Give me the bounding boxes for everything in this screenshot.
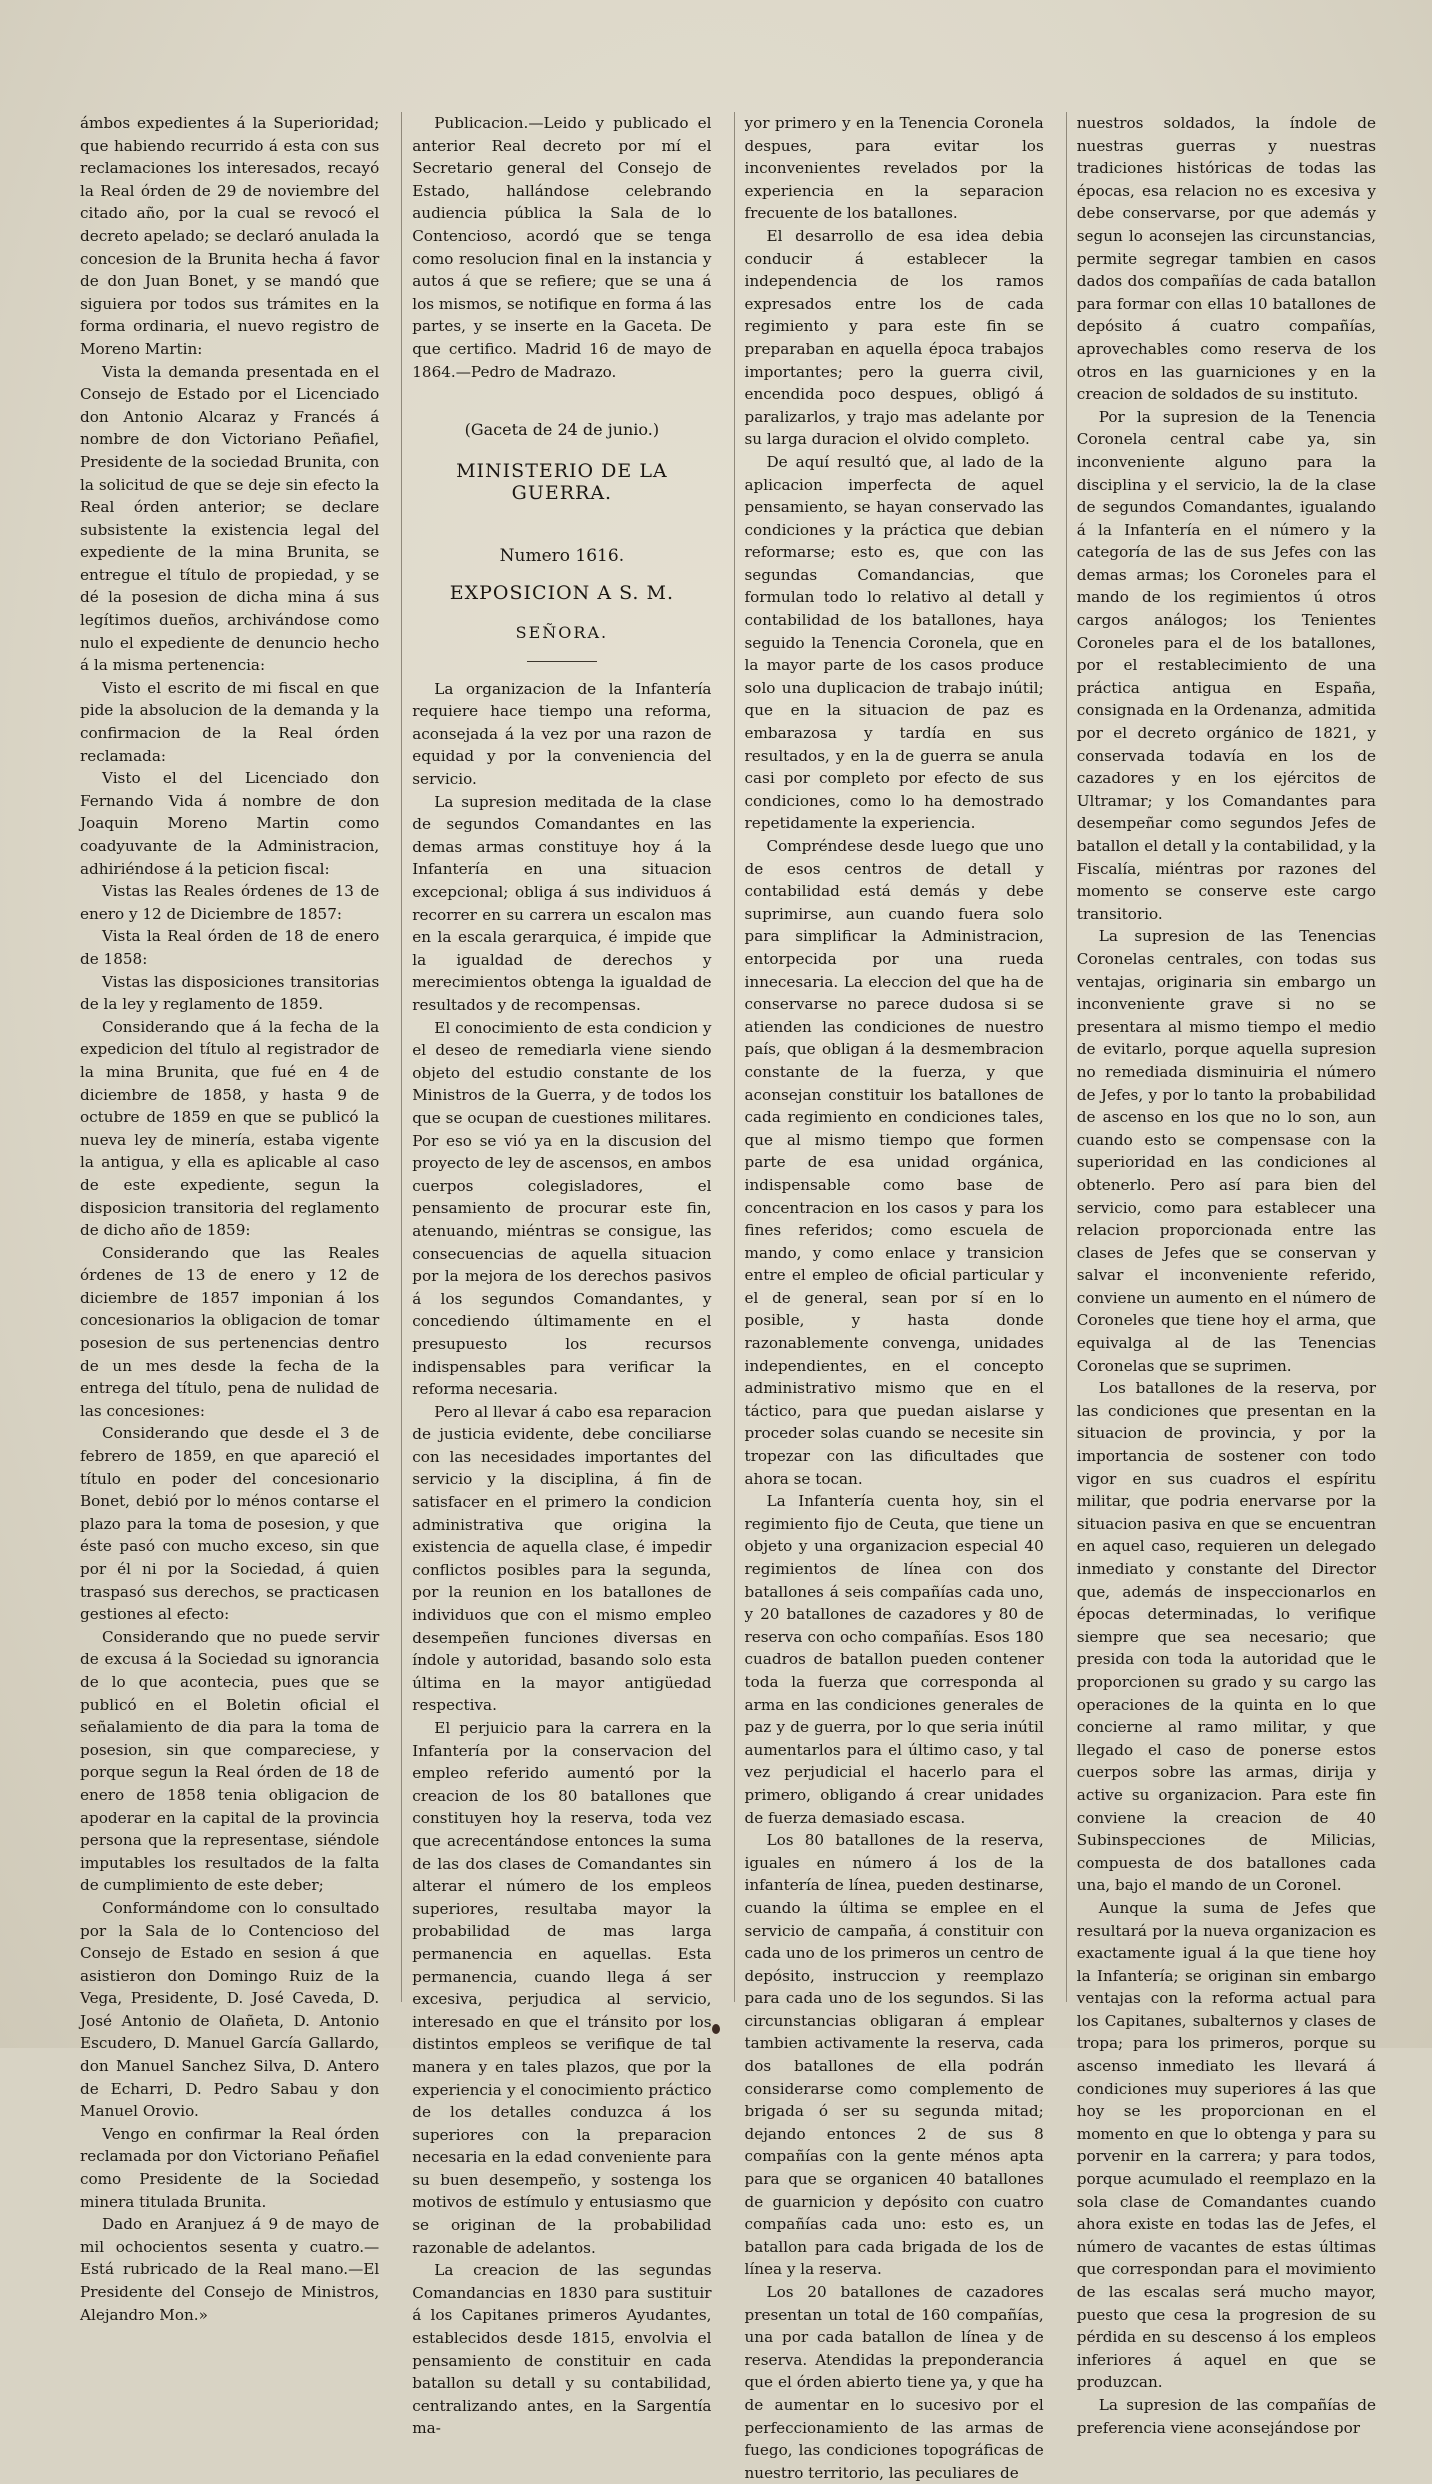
paragraph: De aquí resultó que, al lado de la aplicacion imperfecta de aquel pensamiento, se hayan conservado las condiciones y la práctica que debian reformarse; esto es, que con las segundas Comandancias, que formulan todo lo relativo al detall y contabilidad de los batallones, haya seguido la Tenencia Coronela, que en la mayor parte de los casos produce solo una duplicacion de trabajo inútil; que en la situacion de paz es embarazosa y tardía en sus resultados, y en la de guerra se anula casi por completo por efecto de sus condiciones, como lo ha demostrado repetidamente la experiencia. (744, 452, 1044, 833)
paragraph: Aunque la suma de Jefes que resultará por la nueva organizacion es exactamente igual á la que tiene hoy la Infantería; se originan sin embargo ventajas con la reforma actual para los Capitanes, subalternos y clases de tropa; para los primeros, porque su ascenso inmediato les llevará á condiciones muy superiores á las que hoy se les proporcionan en el momento en que lo obtenga y para su porvenir en la carrera; y para todos, porque acumulado el reemplazo en la sola clase de Comandantes cuando ahora existe en todas las de Jefes, el número de vacantes de estas últimas que correspondan para el movimiento de las escalas será mucho mayor, puesto que cesa la progresion de su pérdida en su descenso á los empleos inferiores á aquel en que se produzcan. (1076, 1898, 1376, 2392)
paragraph: La Infantería cuenta hoy, sin el regimiento fijo de Ceuta, que tiene un objeto y una organizacion especial 40 regimientos de línea con dos batallones á seis compañías cada uno, y 20 batallones de cazadores y 80 de reserva con ocho compañías. Esos 180 cuadros de batallon pueden contener toda la fuerza que corresponda al arma en las condiciones generales de paz y de guerra, por lo que seria inútil aumentarlos para el último caso, y tal vez perjudicial el hacerlo para el primero, obligando á crear unidades de fuerza demasiado escasa. (744, 1492, 1044, 1827)
document-number: Numero 1616. (499, 545, 625, 566)
paragraph: Vistas las Reales órdenes de 13 de enero y 12 de Diciembre de 1857: (80, 882, 380, 923)
divider (527, 661, 597, 662)
paragraph: yor primero y en la Tenencia Coronela despues, para evitar los inconvenientes revelados por la experiencia en la separacion frecuente de los batallones. (744, 114, 1044, 223)
column-1 (80, 112, 380, 2324)
paragraph: Conformándome con lo consultado por la Sala de lo Contencioso del Consejo de Estado en sesion á que asistieron don Domingo Ruiz de la Vega, Presidente, D. José Caveda, D. José Antonio de Olañeta, D. Antonio Escudero, D. Manuel García Gallardo, don Manuel Sanchez Silva, D. Antero de Echarri, D. Pedro Sabau y don Manuel Orovio. (80, 1898, 380, 2121)
paragraph: La creacion de las segundas Comandancias en 1830 para sustituir á los Capitanes primeros Ayudantes, establecidos desde 1815, envolvia el pensamiento de constituir en cada batallon su detall y su contabilidad, centralizando antes, en la Sargentía ma- (412, 2261, 712, 2438)
paragraph: La supresion de las compañías de preferencia viene aconsejándose por (1076, 2395, 1376, 2437)
exposicion-heading: EXPOSICION A S. M. (449, 581, 674, 604)
column-3 (734, 112, 1044, 2482)
paragraph: Compréndese desde luego que uno de esos centros de detall y contabilidad está demás y debe suprimirse, aun cuando fuera solo para simplificar la Administracion, entorpecida por una rueda innecesaria. La eleccion del que ha de conservarse no parece dudosa si se atienden las condiciones de nuestro país, que obligan á la desmembracion constante de la fuerza, y que aconsejan constituir los batallones de cada regimiento en condiciones tales, que al mismo tiempo que formen parte de esa unidad orgánica, indispensable como base de concentracion en los casos y para los fines referidos; como escuela de mando, y como enlace y transicion entre el empleo de oficial particular y el de general, sean por sí en lo posible, y hasta donde razonablemente convenga, unidades independientes, en el concepto administrativo mismo que en el táctico, para que puedan aislarse y proceder solas cuando se necesite sin tropezar con las dificultades que ahora se tocan. (744, 837, 1044, 1488)
paragraph: Considerando que á la fecha de la expedicion del título al registrador de la mina Brunita, que fué en 4 de diciembre de 1858, y hasta 9 de octubre de 1859 en que se publicó la nueva ley de minería, estaba vigente la antigua, y ella es aplicable al caso de este expediente, segun la disposicion transitoria del reglamento de dicho año de 1859: (80, 1017, 380, 1240)
paragraph: Considerando que no puede servir de excusa á la Sociedad su ignorancia de lo que acontecia, pues que se publicó en el Boletin oficial el señalamiento de dia para la toma de posesion, sin que compareciese, y porque segun la Real órden de 18 de enero de 1858 tenia obligacion de apoderar en la capital de la provincia persona que la representase, siéndole imputables los resultados de la falta de cumplimiento de este deber; (80, 1627, 380, 1895)
paragraph: Visto el escrito de mi fiscal en que pide la absolucion de la demanda y la confirmacion de la Real órden reclamada: (80, 678, 380, 765)
column-2 (401, 112, 712, 2438)
paragraph: Dado en Aranjuez á 9 de mayo de mil ochocientos sesenta y cuatro.—Está rubricado de la Real mano.—El Presidente del Consejo de Ministros, Alejandro Mon.» (80, 2215, 380, 2324)
paragraph: Publicacion.—Leido y publicado el anterior Real decreto por mí el Secretario general del Consejo de Estado, hallándose celebrando audiencia pública la Sala de lo Contencioso, acordó que se tenga como resolucion final en la instancia y autos á que se refiere; que se una á los mismos, se notifique en forma á las partes, y se inserte en la Gaceta. De que certifico. Madrid 16 de mayo de 1864.—Pedro de Madrazo. (412, 114, 712, 381)
paragraph: Visto el del Licenciado don Fernando Vida á nombre de don Joaquin Moreno Martin como coadyuvante de la Administracion, adhiriéndose á la peticion fiscal: (80, 769, 380, 878)
paragraph: El conocimiento de esta condicion y el deseo de remediarla viene siendo objeto del estudio constante de los Ministros de la Guerra, y de todos los que se ocupan de cuestiones militares. Por eso se vió ya en la discusion del proyecto de ley de ascensos, en ambos cuerpos colegisladores, el pensamiento de procurar este fin, atenuando, miéntras se consigue, las consecuencias de aquella situacion por la mejora de los derechos pasivos á los segundos Comandantes, y concediendo últimamente en el presupuesto los recursos indispensables para verificar la reforma necesaria. (412, 1018, 712, 1399)
paragraph: Vistas las disposiciones transitorias de la ley y reglamento de 1859. (80, 972, 380, 1014)
paragraph: Los 80 batallones de la reserva, iguales en número á los de la infantería de línea, pueden destinarse, cuando la última se emplee en el servicio de campaña, á constituir con cada uno de los primeros un centro de depósito, instruccion y reemplazo para cada uno de los segundos. Si las circunstancias obligaran á emplear tambien activamente la reserva, cada dos batallones de ella podrán considerarse como complemento de brigada ó ser su segunda mitad; dejando entonces 2 de sus 8 compañías con la gente ménos apta para que se organicen 40 batallones de guarnicion y depósito con cuatro compañías cada uno: esto es, un batallon para cada brigada de los de línea y la reserva. (744, 1831, 1044, 2279)
paragraph: Por la supresion de la Tenencia Coronela central cabe ya, sin inconveniente alguno para la disciplina y el servicio, la de la clase de segundos Comandantes, igualando á la Infantería en el número y la categoría de las de sus Jefes con las demas armas; los Coroneles para el mando de los regimientos ú otros cargos análogos; los Tenientes Coroneles para el de los batallones, por el restablecimiento de una práctica antigua en España, consignada en la Ordenanza, admitida por el decreto orgánico de 1821, y conservada todavía en los de cazadores y en los ejércitos de Ultramar; y los Comandantes para desempeñar como segundos Jefes de batallon el detall y la contabilidad, y la Fiscalía, miéntras por razones del momento se conserve este cargo transitorio. (1076, 407, 1376, 923)
paragraph: Vista la Real órden de 18 de enero de 1858: (80, 927, 380, 968)
paragraph: Considerando que desde el 3 de febrero de 1859, en que apareció el título en poder del concesionario Bonet, debió por lo ménos contarse el plazo para la toma de posesion, y que éste pasó con mucho exceso, sin que por él ni por la Sociedad, á quien traspasó sus derechos, se practicasen gestiones al efecto: (80, 1424, 380, 1624)
paragraph: El desarrollo de esa idea debia conducir á establecer la independencia de los ramos expresados entre los de cada regimiento y para este fin se preparaban en aquella época trabajos importantes; pero la guerra civil, encendida poco despues, obligó á paralizarlos, y trajo mas adelante por su larga duracion el olvido completo. (744, 226, 1044, 449)
paragraph: El perjuicio para la carrera en la Infantería por la conservacion del empleo referido aumentó por la creacion de los 80 batallones que constituyen hoy la reserva, toda vez que acrecentándose entonces la suma de las dos clases de Comandantes sin alterar el número de los empleos superiores, resultaba mayor la probabilidad de mas larga permanencia en aquellas. Esta permanencia, cuando llega á ser excesiva, perjudica al servicio, interesado en que el tránsito por los distintos empleos se verifique de tal manera y en tales plazos, que por la experiencia y el conocimiento práctico de los detalles conduzca á los superiores con la preparacion necesaria en la edad conveniente para su buen desempeño, y sostenga los motivos de estímulo y entusiasmo que se originan de la probabilidad razonable de adelantos. (412, 1719, 712, 2257)
paragraph: La supresion de las Tenencias Coronelas centrales, con todas sus ventajas, originaria sin embargo un inconveniente grave si no se presentara al mismo tiempo el medio de evitarlo, porque aquella supresion no remediada disminuiria el número de Jefes, y por lo tanto la probabilidad de ascenso en los que no lo son, aun cuando esto se compensase con la superioridad en las condiciones al obtenerlo. Pero así para bien del servicio, como para establecer una relacion proporcionada entre las clases de Jefes que se conservan y salvar el inconveniente referido, conviene un aumento en el número de Coroneles que tiene hoy el arma, que equivalga al de las Tenencias Coronelas que se suprimen. (1076, 927, 1376, 1375)
ink-dot (712, 2024, 720, 2034)
paragraph: Vengo en confirmar la Real órden reclamada por don Victoriano Peñafiel como Presidente de la Sociedad minera titulada Brunita. (80, 2124, 380, 2211)
paragraph: ámbos expedientes á la Superioridad; que habiendo recurrido á esta con sus reclamaciones los interesados, recayó la Real órden de 29 de noviembre del citado año, por la cual se revocó el decreto apelado; se declaró anulada la concesion de la Brunita hecha á favor de don Juan Bonet, y se mandó que siguiera por todos sus trámites en la forma ordinaria, el nuevo registro de Moreno Martin: (80, 114, 380, 358)
paragraph: Los batallones de la reserva, por las condiciones que presentan en la situacion de provincia, y por la importancia de sostener con todo vigor en sus cuadros el espíritu militar, que podria enervarse por la situacion pasiva en que se encuentran en aquel caso, requieren un delegado inmediato y constante del Director que, además de inspeccionarlos en épocas determinadas, lo verifique siempre que sea necesario; que presida con toda la autoridad que le proporcionen su grado y su cargo las operaciones de la quinta en lo que concierne al ramo militar, y que llegado el caso de ponerse estos cuerpos sobre las armas, dirija y active su organizacion. Para este fin conviene la creacion de 40 Subinspecciones de Milicias, compuesta de dos batallones cada una, bajo el mando de un Coronel. (1076, 1379, 1376, 1895)
paragraph: La supresion meditada de la clase de segundos Comandantes en las demas armas constituye hoy á la Infantería en una situacion excepcional; obliga á sus individuos á recorrer en su carrera un escalon mas en la escala gerarquica, é impide que la igualdad de derechos y merecimientos obtenga la igualdad de resultados y de recompensas. (412, 792, 712, 1014)
gazette-date: (Gaceta de 24 de junio.) (464, 420, 660, 440)
paragraph: La organizacion de la Infantería requiere hace tiempo una reforma, aconsejada á la vez por una razon de equidad y por la conveniencia del servicio. (412, 679, 712, 789)
paragraph: Considerando que las Reales órdenes de 13 de enero y 12 de diciembre de 1857 imponian á los concesionarios la obligacion de tomar posesion de sus pertenencias dentro de un mes desde la fecha de la entrega del título, pena de nulidad de las concesiones: (80, 1243, 380, 1420)
paragraph: Vista la demanda presentada en el Consejo de Estado por el Licenciado don Antonio Alcaraz y Francés á nombre de don Victoriano Peñafiel, Presidente de la sociedad Brunita, con la solicitud de que se deje sin efecto la Real órden anterior; se declare subsistente la existencia legal del expediente de la mina Brunita, se entregue el título de propiedad, y se dé la posesion de dicha mina á sus legítimos dueños, archivándose como nulo el expediente de denuncio hecho á la misma pertenencia: (80, 362, 380, 675)
ministry-heading: MINISTERIO DE LA GUERRA. (456, 459, 668, 505)
column-4 (1066, 112, 1376, 2437)
paragraph: nuestros soldados, la índole de nuestras guerras y nuestras tradiciones históricas de todas las épocas, esa relacion no es excesiva y debe conservarse, por que además y segun lo aconsejen las circunstancias, permite segregar tambien en casos dados dos compañías de cada batallon para formar con ellas 10 batallones de depósito á cuatro compañías, aprovechables como reserva de los otros en las guarniciones y en la creacion de soldados de su instituto. (1076, 114, 1376, 404)
paragraph: Pero al llevar á cabo esa reparacion de justicia evidente, debe conciliarse con las necesidades importantes del servicio y la disciplina, á fin de satisfacer en el primero la condicion administrativa que origina la existencia de aquella clase, é impedir conflictos posibles para la segunda, por la reunion en los batallones de individuos que con el mismo empleo desempeñen funciones diversas en índole y autoridad, basando solo esta última en la mayor antigüedad respectiva. (412, 1402, 712, 1715)
paragraph: Los 20 batallones de cazadores presentan un total de 160 compañías, una por cada batallon de línea y de reserva. Atendidas la preponderancia que el órden abierto tiene ya, y que ha de aumentar en lo sucesivo por el perfeccionamiento de las armas de fuego, las condiciones topográficas de nuestro territorio, las peculiares de (744, 2283, 1044, 2482)
text-columns (80, 112, 1376, 2482)
salutation: SEÑORA. (515, 623, 609, 643)
